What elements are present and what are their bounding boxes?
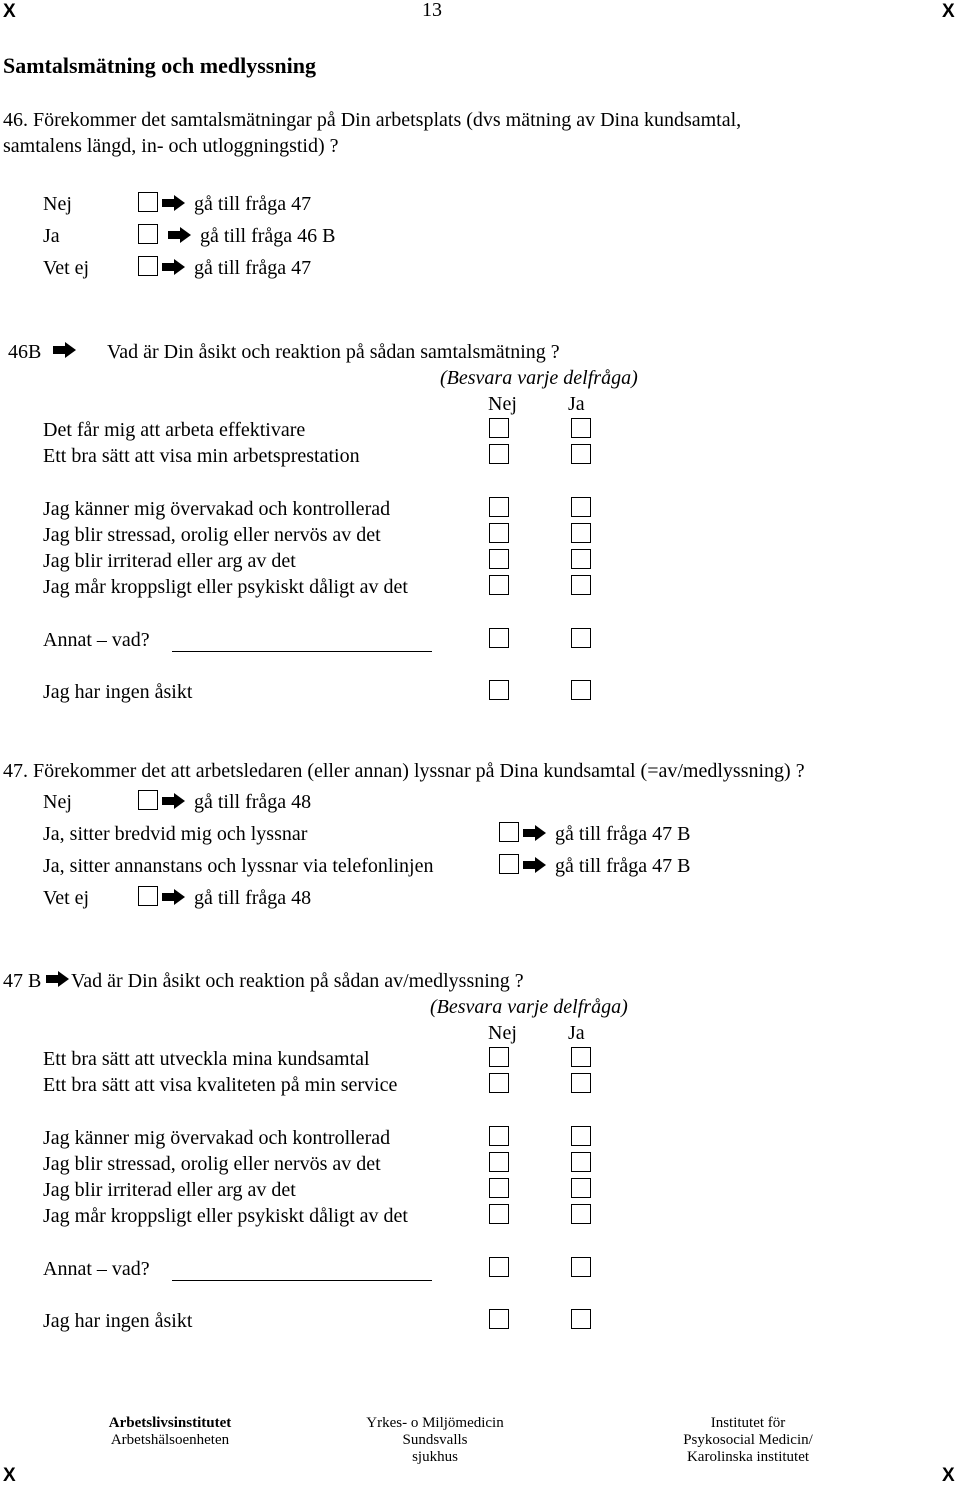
- q47b-item: Jag mår kroppsligt eller psykiskt dåligt av det: [43, 1205, 408, 1227]
- q47b-checkbox-yes[interactable]: [571, 1178, 591, 1198]
- q46b-checkbox-no[interactable]: [489, 523, 509, 543]
- q46b-checkbox-yes[interactable]: [571, 549, 591, 569]
- footer-left: [95, 1415, 245, 1449]
- q46b-checkbox-no[interactable]: [489, 444, 509, 464]
- q47b-checkbox-no[interactable]: [489, 1257, 509, 1277]
- q47b-other-text-line[interactable]: [172, 1280, 432, 1281]
- footer-center-line3: sjukhus: [412, 1449, 458, 1465]
- q47b-item: Jag blir stressad, orolig eller nervös av det: [43, 1153, 381, 1175]
- q46b-checkbox-no[interactable]: [489, 628, 509, 648]
- q46b-item: Ett bra sätt att visa min arbetsprestation: [43, 445, 360, 467]
- q46-checkbox-ja[interactable]: [138, 224, 158, 244]
- q47b-checkbox-yes[interactable]: [571, 1047, 591, 1067]
- q46b-instruction: (Besvara varje delfråga): [440, 367, 638, 389]
- q47b-checkbox-no[interactable]: [489, 1204, 509, 1224]
- section-title: Samtalsmätning och medlyssning: [3, 53, 316, 78]
- q46b-col-yes: Ja: [568, 393, 585, 415]
- q47b-checkbox-yes[interactable]: [571, 1309, 591, 1329]
- q47b-checkbox-no[interactable]: [489, 1309, 509, 1329]
- q47b-item-other: Annat – vad?: [43, 1258, 150, 1280]
- q47b-checkbox-no[interactable]: [489, 1178, 509, 1198]
- arrow-right-icon: [162, 195, 186, 211]
- arrow-right-icon: [523, 825, 547, 841]
- footer-center: [355, 1415, 515, 1466]
- q47-option-goto: gå till fråga 47 B: [555, 823, 691, 845]
- footer-left-line1: Arbetslivsinstitutet: [108, 1415, 232, 1431]
- q46-option-label: Ja: [43, 225, 60, 247]
- corner-mark-top-right: X: [942, 1, 955, 22]
- arrow-right-icon: [168, 227, 192, 243]
- q46-option-goto: gå till fråga 47: [194, 193, 312, 215]
- q47b-number: 47 B: [3, 970, 42, 992]
- footer-left-line2: Arbetshälsoenheten: [110, 1432, 230, 1448]
- q47-checkbox-ja-annanstans[interactable]: [499, 854, 519, 874]
- q47-question: 47. Förekommer det att arbetsledaren (eller annan) lyssnar på Dina kundsamtal (=av/medlyssning) ?: [3, 760, 805, 782]
- q46b-item: Jag blir irriterad eller arg av det: [43, 550, 296, 572]
- q47-checkbox-ja-bredvid[interactable]: [499, 822, 519, 842]
- arrow-right-icon: [162, 793, 186, 809]
- arrow-right-icon: [162, 259, 186, 275]
- q46-checkbox-vet-ej[interactable]: [138, 256, 158, 276]
- footer-center-line2: Sundsvalls: [402, 1432, 468, 1448]
- q46-option-goto: gå till fråga 46 B: [200, 225, 336, 247]
- q46-question-line2: samtalens längd, in- och utloggningstid) ?: [3, 135, 339, 157]
- q46b-checkbox-yes[interactable]: [571, 444, 591, 464]
- q47b-question: Vad är Din åsikt och reaktion på sådan av/medlyssning ?: [71, 970, 524, 992]
- q47b-checkbox-yes[interactable]: [571, 1152, 591, 1172]
- q46b-question: Vad är Din åsikt och reaktion på sådan samtalsmätning ?: [107, 341, 560, 363]
- q47b-col-no: Nej: [488, 1022, 517, 1044]
- corner-mark-bottom-right: X: [942, 1465, 955, 1486]
- corner-mark-top-left: X: [3, 1, 16, 22]
- q46b-other-text-line[interactable]: [172, 651, 432, 652]
- q47b-checkbox-no[interactable]: [489, 1073, 509, 1093]
- q47-option-label: Nej: [43, 791, 72, 813]
- q47-option-goto: gå till fråga 47 B: [555, 855, 691, 877]
- q46b-item-other: Annat – vad?: [43, 629, 150, 651]
- arrow-right-icon: [523, 857, 547, 873]
- q46b-checkbox-no[interactable]: [489, 549, 509, 569]
- q46-question-line1: 46. Förekommer det samtalsmätningar på Din arbetsplats (dvs mätning av Dina kundsamtal,: [3, 109, 742, 131]
- footer-center-line1: Yrkes- o Miljömedicin: [366, 1415, 504, 1431]
- q47b-checkbox-no[interactable]: [489, 1047, 509, 1067]
- q46b-item: Jag känner mig övervakad och kontrollerad: [43, 498, 391, 520]
- q47b-checkbox-yes[interactable]: [571, 1204, 591, 1224]
- q46b-item: Jag mår kroppsligt eller psykiskt dåligt av det: [43, 576, 408, 598]
- q47-checkbox-vet-ej[interactable]: [138, 886, 158, 906]
- q46b-checkbox-no[interactable]: [489, 575, 509, 595]
- q46b-item: Jag har ingen åsikt: [43, 681, 193, 703]
- footer-right-line1: Institutet för: [710, 1415, 786, 1431]
- q47b-col-yes: Ja: [568, 1022, 585, 1044]
- q46b-checkbox-no[interactable]: [489, 497, 509, 517]
- q46b-checkbox-yes[interactable]: [571, 497, 591, 517]
- q47b-item: Jag känner mig övervakad och kontrollerad: [43, 1127, 391, 1149]
- q46b-checkbox-no[interactable]: [489, 680, 509, 700]
- q47b-checkbox-no[interactable]: [489, 1126, 509, 1146]
- q47b-checkbox-yes[interactable]: [571, 1073, 591, 1093]
- q47-option-goto: gå till fråga 48: [194, 887, 312, 909]
- q46b-checkbox-yes[interactable]: [571, 575, 591, 595]
- q46b-checkbox-yes[interactable]: [571, 418, 591, 438]
- arrow-right-icon: [46, 971, 70, 987]
- q46-option-label: Nej: [43, 193, 72, 215]
- footer-right-line2: Psykosocial Medicin/: [683, 1432, 813, 1448]
- arrow-right-icon: [53, 342, 77, 358]
- q46b-col-no: Nej: [488, 393, 517, 415]
- q47b-item: Ett bra sätt att visa kvaliteten på min service: [43, 1074, 398, 1096]
- corner-mark-bottom-left: X: [3, 1465, 16, 1486]
- q47b-checkbox-yes[interactable]: [571, 1126, 591, 1146]
- q47b-checkbox-no[interactable]: [489, 1152, 509, 1172]
- q46b-number: 46B: [8, 341, 42, 363]
- q47b-item: Jag blir irriterad eller arg av det: [43, 1179, 296, 1201]
- q47-option-label: Vet ej: [43, 887, 90, 909]
- q47b-item: Ett bra sätt att utveckla mina kundsamtal: [43, 1048, 370, 1070]
- q46-option-goto: gå till fråga 47: [194, 257, 312, 279]
- q47b-instruction: (Besvara varje delfråga): [430, 996, 628, 1018]
- q46b-item: Jag blir stressad, orolig eller nervös av det: [43, 524, 381, 546]
- q47-option-goto: gå till fråga 48: [194, 791, 312, 813]
- q46b-checkbox-yes[interactable]: [571, 680, 591, 700]
- footer-right-line3: Karolinska institutet: [686, 1449, 810, 1465]
- q46b-checkbox-yes[interactable]: [571, 523, 591, 543]
- q47b-checkbox-yes[interactable]: [571, 1257, 591, 1277]
- q46-option-label: Vet ej: [43, 257, 90, 279]
- q46b-item: Det får mig att arbeta effektivare: [43, 419, 306, 441]
- q46b-checkbox-yes[interactable]: [571, 628, 591, 648]
- q46b-checkbox-no[interactable]: [489, 418, 509, 438]
- q47b-item: Jag har ingen åsikt: [43, 1310, 193, 1332]
- q47-option-label: Ja, sitter annanstans och lyssnar via telefonlinjen: [43, 855, 434, 877]
- q47-option-label: Ja, sitter bredvid mig och lyssnar: [43, 823, 308, 845]
- arrow-right-icon: [162, 889, 186, 905]
- page-number: 13: [422, 0, 442, 21]
- q47-checkbox-nej[interactable]: [138, 790, 158, 810]
- footer-right: [668, 1415, 828, 1466]
- q46-checkbox-nej[interactable]: [138, 192, 158, 212]
